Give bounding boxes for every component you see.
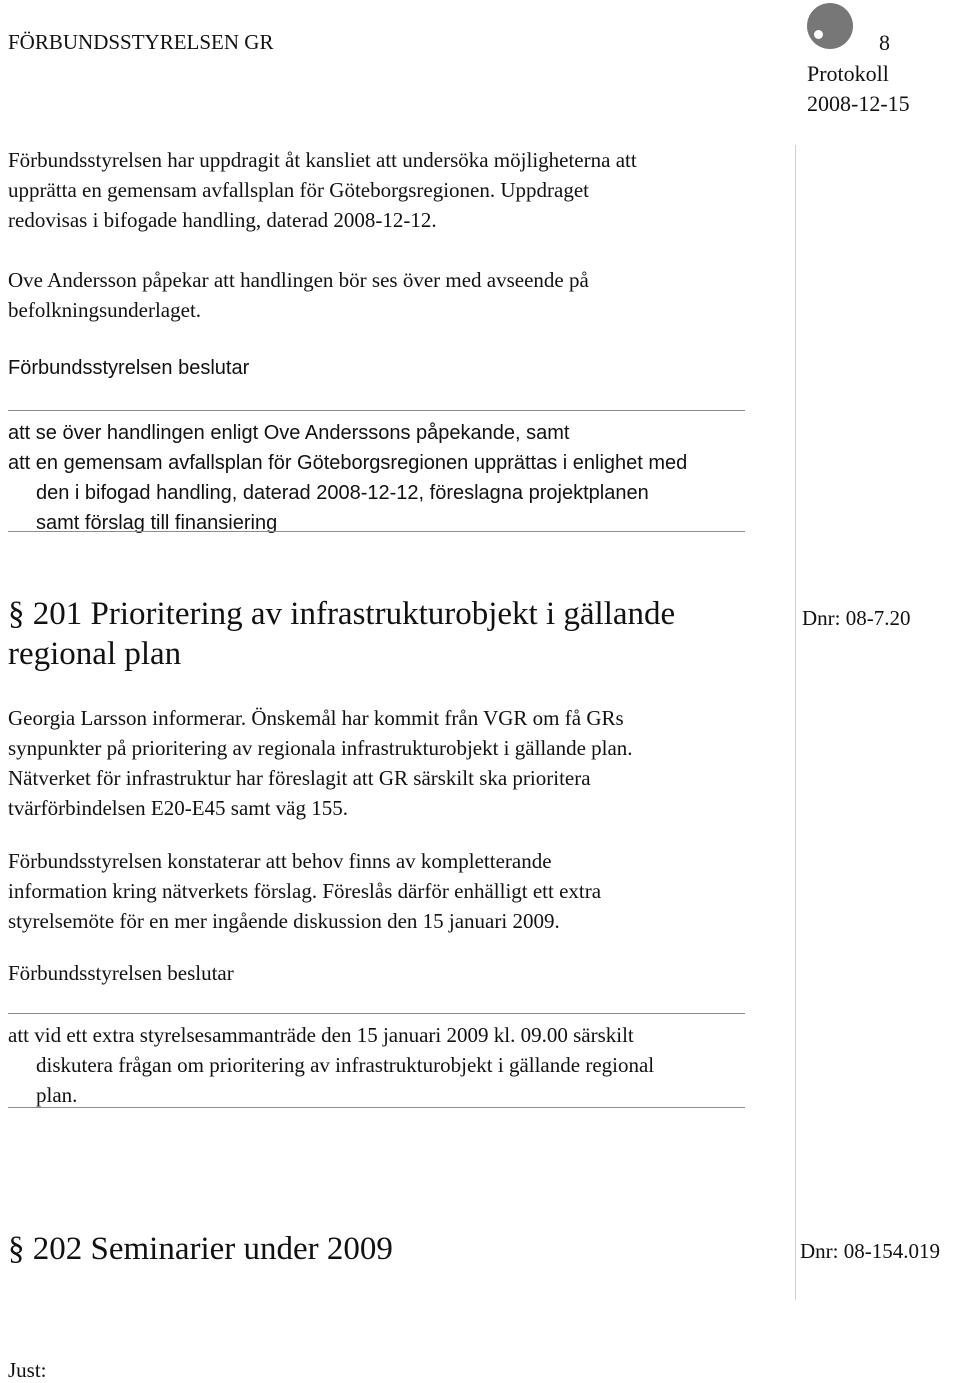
paragraph-assignment xyxy=(8,145,637,235)
paragraph-comment xyxy=(8,265,589,325)
text-line: Ove Andersson påpekar att handlingen bör ses över med avseende på xyxy=(8,268,589,292)
heading-line: regional plan xyxy=(8,636,182,672)
text-line: styrelsemöte för en mer ingående diskussion den 15 januari 2009. xyxy=(8,909,560,933)
decision-heading: Förbundsstyrelsen beslutar xyxy=(8,357,250,379)
text-line: plan. xyxy=(36,1083,78,1107)
text-line: Förbundsstyrelsen konstaterar att behov finns av kompletterande xyxy=(8,849,552,873)
decision-item: att en gemensam avfallsplan för Göteborgsregionen upprättas i enlighet med xyxy=(8,452,688,474)
text-line: samt förslag till finansiering xyxy=(36,512,278,534)
section-201-dnr: Dnr: 08-7.20 xyxy=(802,606,911,630)
text-line: redovisas i bifogade handling, daterad 2008-12-12. xyxy=(8,208,437,232)
page-number: 8 xyxy=(879,30,890,55)
text-line: tvärförbindelsen E20-E45 samt väg 155. xyxy=(8,796,348,820)
divider-line xyxy=(8,410,745,411)
margin-line xyxy=(795,145,796,1300)
doc-date: 2008-12-15 xyxy=(807,91,910,116)
section-202-dnr: Dnr: 08-154.019 xyxy=(800,1239,940,1263)
paragraph-sign-icon: § xyxy=(8,1231,25,1267)
text-line: befolkningsunderlaget. xyxy=(8,298,202,322)
org-name: FÖRBUNDSSTYRELSEN GR xyxy=(8,30,274,54)
decision-item: att vid ett extra styrelsesammanträde den 15 januari 2009 kl. 09.00 särskilt xyxy=(8,1023,634,1047)
text-line: Nätverket för infrastruktur har föreslagit att GR särskilt ska prioritera xyxy=(8,766,591,790)
paragraph-statement xyxy=(8,846,601,936)
text-line: Förbundsstyrelsen har uppdragit åt kansliet att undersöka möjligheterna att xyxy=(8,148,637,172)
doc-type: Protokoll xyxy=(807,61,889,86)
heading-text: 202 Seminarier under 2009 xyxy=(32,1231,393,1267)
text-line: upprätta en gemensam avfallsplan för Göteborgsregionen. Uppdraget xyxy=(8,178,590,202)
decision-item-continuation xyxy=(36,1050,654,1110)
text-line: synpunkter på prioritering av regionala infrastrukturobjekt i gällande plan. xyxy=(8,736,633,760)
text-line: Georgia Larsson informerar. Önskemål har kommit från VGR om få GRs xyxy=(8,706,624,730)
paragraph-sign-icon: § xyxy=(8,596,25,632)
decision-item: att se över handlingen enligt Ove Anderssons påpekande, samt xyxy=(8,422,570,444)
circle-seal-icon xyxy=(807,3,853,49)
heading-line xyxy=(8,594,675,634)
text-line: den i bifogad handling, daterad 2008-12-12, föreslagna projektplanen xyxy=(36,482,649,504)
decision-heading: Förbundsstyrelsen beslutar xyxy=(8,961,234,985)
section-202-heading xyxy=(8,1229,393,1269)
just-label: Just: xyxy=(8,1358,47,1382)
paragraph-information xyxy=(8,703,633,823)
text-line: diskutera frågan om prioritering av infrastrukturobjekt i gällande regional xyxy=(36,1053,655,1077)
divider-line xyxy=(8,1107,745,1108)
heading-text: 201 Prioritering av infrastrukturobjekt i gällande xyxy=(32,596,676,632)
text-line: information kring nätverkets förslag. Föreslås därför enhälligt ett extra xyxy=(8,879,602,903)
divider-line xyxy=(8,1013,745,1014)
decision-item-continuation xyxy=(36,478,649,538)
divider-line xyxy=(8,531,745,532)
section-201-heading xyxy=(8,594,675,674)
